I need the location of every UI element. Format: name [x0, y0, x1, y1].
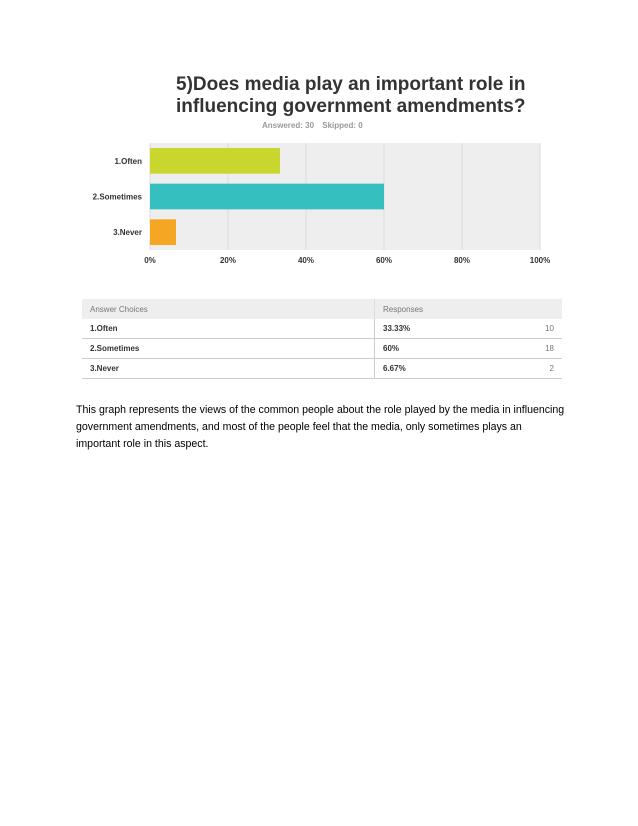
table-header-row	[82, 299, 562, 319]
bar	[150, 219, 176, 245]
x-tick-label: 20%	[219, 256, 237, 265]
category-label: 2.Sometimes	[92, 192, 142, 202]
row-choice: 1.Often	[82, 319, 375, 339]
row-choice: 3.Never	[82, 359, 375, 379]
description-paragraph: This graph represents the views of the common people about the role played by the media in influencing government amendments, and most of the people feel that the media, only sometimes plays an important role in this aspect.	[76, 403, 565, 450]
table-row	[82, 339, 562, 359]
header-answer-choices: Answer Choices	[82, 299, 375, 319]
header-responses: Responses	[375, 299, 563, 319]
row-count: 10	[526, 319, 562, 339]
answered-count: Answered: 30	[262, 121, 315, 130]
row-percent: 6.67%	[375, 359, 527, 379]
answer-table	[82, 299, 562, 379]
chart-title: 5)Does media play an important role in influencing government amendments?	[176, 74, 526, 117]
row-percent: 33.33%	[375, 319, 527, 339]
table-row	[82, 319, 562, 339]
row-count: 2	[526, 359, 562, 379]
bar	[150, 148, 280, 174]
bar-chart	[0, 0, 638, 300]
x-tick-label: 80%	[453, 256, 471, 265]
table-row	[82, 359, 562, 379]
row-percent: 60%	[375, 339, 527, 359]
x-tick-label: 100%	[529, 256, 551, 265]
x-tick-label: 0%	[144, 256, 156, 265]
x-tick-label: 60%	[375, 256, 393, 265]
category-label: 3.Never	[113, 228, 142, 238]
bar	[150, 184, 384, 210]
skipped-count: Skipped: 0	[322, 121, 363, 130]
x-tick-label: 40%	[297, 256, 315, 265]
row-choice: 2.Sometimes	[82, 339, 375, 359]
row-count: 18	[526, 339, 562, 359]
category-label: 1.Often	[114, 156, 142, 166]
